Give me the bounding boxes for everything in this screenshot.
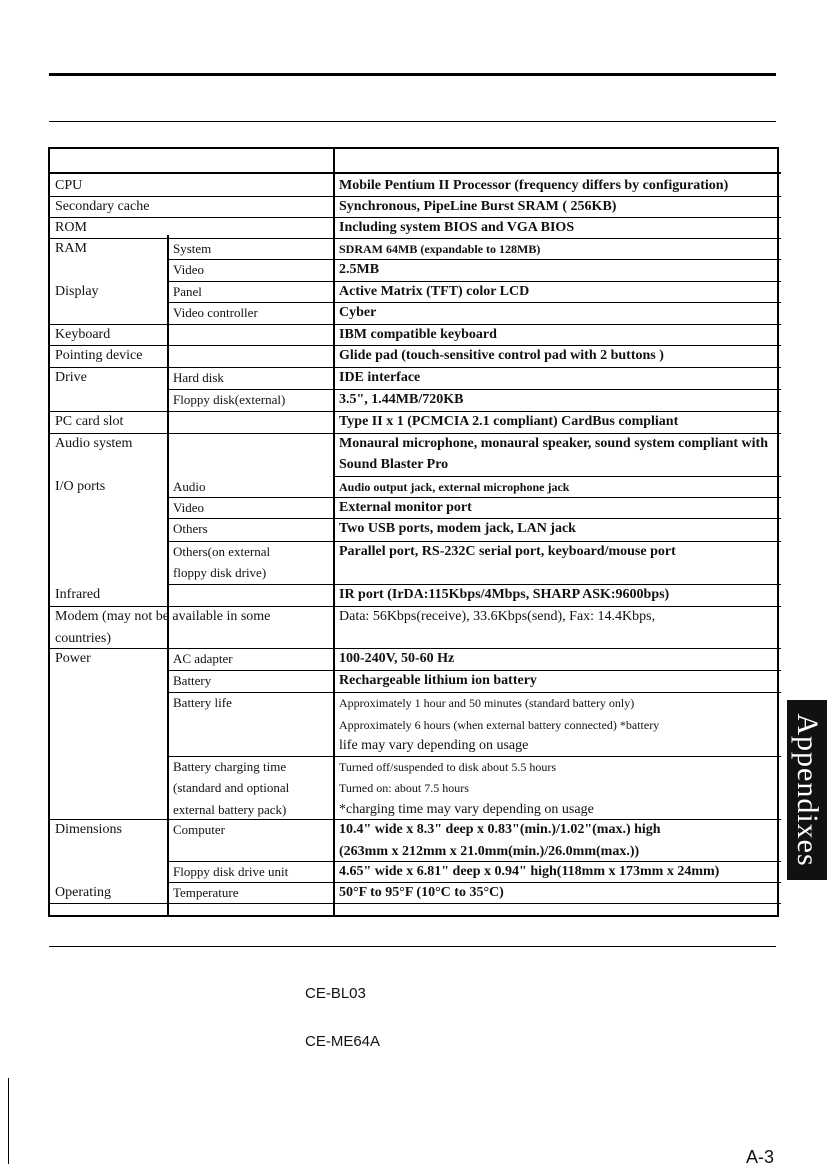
row-rule <box>334 433 781 434</box>
row-value: Audio output jack, external microphone jack <box>339 480 570 494</box>
row-value: Cyber <box>339 305 377 320</box>
row-value: Turned on: about 7.5 hours <box>339 781 469 795</box>
row-label: ROM <box>55 220 87 235</box>
row-sub-label: floppy disk drive) <box>173 565 267 580</box>
row-label: CPU <box>55 178 83 193</box>
row-sub-label: Others <box>173 521 208 536</box>
label-rule <box>50 367 334 368</box>
sub-rule <box>168 541 334 542</box>
row-value: Two USB ports, modem jack, LAN jack <box>339 521 576 536</box>
sub-rule <box>168 756 334 757</box>
page-number: A-3 <box>746 1147 775 1167</box>
sub-rule <box>168 518 334 519</box>
code-battery: CE-BL03 <box>305 985 366 1002</box>
row-sub-label: Temperature <box>173 885 239 900</box>
row-rule <box>334 541 781 542</box>
row-value: Synchronous, PipeLine Burst SRAM ( 256KB) <box>339 199 617 214</box>
row-value: 10.4" wide x 8.3" deep x 0.83"(min.)/1.02"(max.) high <box>339 822 661 837</box>
sub-rule <box>168 692 334 693</box>
row-value: 100-240V, 50-60 Hz <box>339 651 455 666</box>
row-label: Modem (may not be available in some <box>55 609 271 624</box>
row-value: *charging time may vary depending on usage <box>339 802 594 817</box>
row-value: (263mm x 212mm x 21.0mm(min.)/26.0mm(max.)) <box>339 844 640 859</box>
sub-rule <box>168 861 334 862</box>
col-divider-main <box>333 149 335 915</box>
top-rule-thick <box>49 73 776 76</box>
row-label: Secondary cache <box>55 199 150 214</box>
label-rule <box>50 324 168 325</box>
row-value: Turned off/suspended to disk about 5.5 hours <box>339 760 556 774</box>
row-value: 3.5", 1.44MB/720KB <box>339 392 464 407</box>
row-sub-label: System <box>173 241 212 256</box>
row-rule <box>334 756 781 757</box>
row-label: Power <box>55 651 91 666</box>
row-sub-label: Video <box>173 262 204 277</box>
sub-rule <box>168 389 334 390</box>
row-rule <box>334 281 781 282</box>
row-sub-label: Audio <box>173 479 206 494</box>
row-rule <box>334 903 781 904</box>
label-rule <box>50 606 334 607</box>
row-value: Including system BIOS and VGA BIOS <box>339 220 575 235</box>
row-label: Audio system <box>55 436 133 451</box>
col-divider-sub <box>167 235 169 915</box>
row-rule <box>334 606 781 607</box>
row-value: Glide pad (touch-sensitive control pad with 2 buttons ) <box>339 348 664 363</box>
row-rule <box>334 692 781 693</box>
row-rule <box>334 497 781 498</box>
sub-rule <box>168 302 334 303</box>
row-sub-label: external battery pack) <box>173 802 287 817</box>
sub-rule <box>168 903 334 904</box>
row-rule <box>334 861 781 862</box>
sub-rule <box>168 497 334 498</box>
row-rule <box>334 196 781 197</box>
row-label: RAM <box>55 241 87 256</box>
row-value: IDE interface <box>339 370 421 385</box>
margin-line <box>8 1078 9 1164</box>
row-label: Infrared <box>55 587 101 602</box>
row-rule <box>334 648 781 649</box>
row-label: Pointing device <box>55 348 143 363</box>
row-rule <box>334 238 781 239</box>
label-rule <box>50 345 334 346</box>
row-value: IR port (IrDA:115Kbps/4Mbps, SHARP ASK:9600bps) <box>339 587 670 602</box>
row-rule <box>334 345 781 346</box>
row-sub-label: Battery <box>173 673 212 688</box>
row-sub-label: Video <box>173 500 204 515</box>
row-label: Drive <box>55 370 87 385</box>
row-label: countries) <box>55 631 111 646</box>
row-rule <box>334 819 781 820</box>
label-rule <box>50 217 334 218</box>
row-value: Approximately 6 hours (when external battery connected) *battery <box>339 718 660 732</box>
row-rule <box>334 324 781 325</box>
label-rule <box>50 238 334 239</box>
label-rule <box>50 648 334 649</box>
row-value: Sound Blaster Pro <box>339 457 449 472</box>
code-memory: CE-ME64A <box>305 1033 381 1050</box>
row-sub-label: Video controller <box>173 305 258 320</box>
row-value: Approximately 1 hour and 50 minutes (standard battery only) <box>339 696 635 710</box>
row-rule <box>334 217 781 218</box>
row-value: Type II x 1 (PCMCIA 2.1 compliant) CardBus compliant <box>339 414 679 429</box>
row-value: 50°F to 95°F (10°C to 35°C) <box>339 885 504 900</box>
row-value: 2.5MB <box>339 262 380 277</box>
row-value: Rechargeable lithium ion battery <box>339 673 537 688</box>
label-rule <box>50 819 168 820</box>
row-rule <box>334 259 781 260</box>
row-sub-label: Others(on external <box>173 544 271 559</box>
row-value: External monitor port <box>339 500 472 515</box>
row-rule <box>334 367 781 368</box>
row-value: Monaural microphone, monaural speaker, sound system compliant with <box>339 436 768 451</box>
label-rule <box>50 411 168 412</box>
row-value: 4.65" wide x 6.81" deep x 0.94" high(118mm x 173mm x 24mm) <box>339 864 720 879</box>
row-label: I/O ports <box>55 479 106 494</box>
row-sub-label: AC adapter <box>173 651 233 666</box>
row-rule <box>334 302 781 303</box>
sub-rule <box>168 324 334 325</box>
row-value: Mobile Pentium II Processor (frequency differs by configuration) <box>339 178 729 193</box>
row-rule <box>334 389 781 390</box>
row-sub-label: Hard disk <box>173 370 224 385</box>
row-value: IBM compatible keyboard <box>339 327 497 342</box>
row-value: Parallel port, RS-232C serial port, keyboard/mouse port <box>339 544 676 559</box>
row-sub-label: Floppy disk(external) <box>173 392 286 407</box>
appendixes-tab <box>787 700 827 880</box>
row-sub-label: (standard and optional <box>173 780 290 795</box>
row-sub-label: Floppy disk drive unit <box>173 864 289 879</box>
row-sub-label: Battery life <box>173 695 232 710</box>
row-label: Operating <box>55 885 111 900</box>
row-value: Data: 56Kbps(receive), 33.6Kbps(send), Fax: 14.4Kbps, <box>339 609 656 624</box>
header-line <box>50 172 781 174</box>
row-rule <box>334 411 781 412</box>
label-rule <box>50 433 334 434</box>
row-value: life may vary depending on usage <box>339 738 529 753</box>
label-rule <box>50 196 334 197</box>
row-value: Active Matrix (TFT) color LCD <box>339 284 530 299</box>
sub-rule <box>168 819 334 820</box>
row-value: SDRAM 64MB (expandable to 128MB) <box>339 242 541 256</box>
sub-rule <box>168 411 334 412</box>
sub-rule <box>168 281 334 282</box>
row-sub-label: Battery charging time <box>173 759 287 774</box>
spec-table <box>48 147 779 917</box>
row-rule <box>334 476 781 477</box>
row-label: Dimensions <box>55 822 122 837</box>
row-rule <box>334 518 781 519</box>
row-sub-label: Panel <box>173 284 202 299</box>
row-label: Display <box>55 284 99 299</box>
top-rule-thin <box>49 121 776 122</box>
bottom-rule <box>49 946 776 947</box>
sub-rule <box>168 584 334 585</box>
row-rule <box>334 670 781 671</box>
row-rule <box>334 584 781 585</box>
row-label: Keyboard <box>55 327 111 342</box>
sub-rule <box>168 259 334 260</box>
label-rule <box>50 903 168 904</box>
row-rule <box>334 882 781 883</box>
row-sub-label: Computer <box>173 822 225 837</box>
sub-rule <box>168 670 334 671</box>
row-label: PC card slot <box>55 414 124 429</box>
appendixes-tab-label: Appendixes <box>791 713 824 867</box>
sub-rule <box>168 882 334 883</box>
